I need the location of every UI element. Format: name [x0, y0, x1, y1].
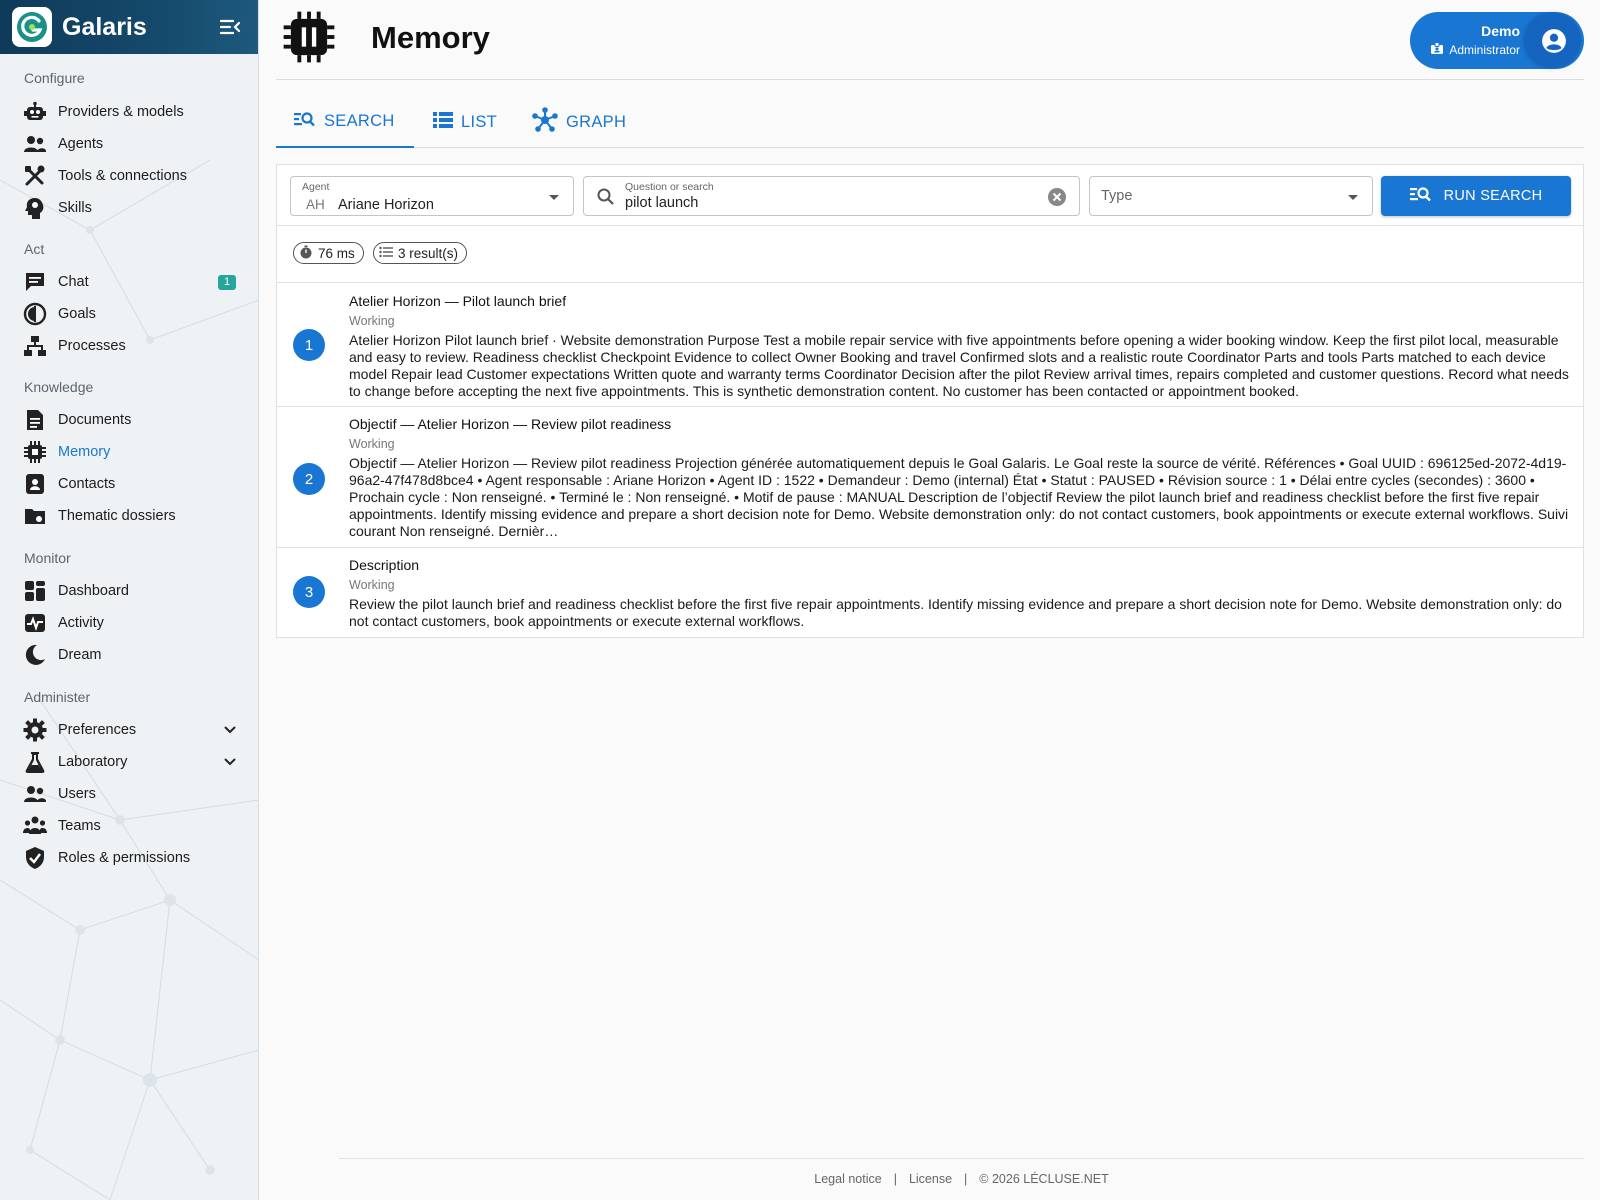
type-select-placeholder: Type: [1101, 188, 1133, 204]
user-menu-button[interactable]: [1410, 12, 1584, 69]
graph-icon: [532, 107, 558, 138]
people-icon: [22, 131, 48, 157]
sidebar-item-dashboard[interactable]: [22, 577, 242, 605]
view-tabs: [276, 96, 1584, 148]
result-title: Objectif — Atelier Horizon — Review pilot readiness: [349, 416, 672, 432]
badge-icon: [1430, 42, 1444, 58]
search-list-icon: [1410, 185, 1432, 207]
result-rank: 1: [293, 329, 325, 361]
result-text: Review the pilot launch brief and readiness checklist before the first five repair appointments. Identify missing evidence and prepare a short decision note for Demo. Website demonstration only: do not contact customers, book appointments or execute external workflows.: [349, 596, 1562, 629]
chip-icon: [22, 439, 48, 465]
folder-icon: [22, 503, 48, 529]
account-circle-icon: [1526, 13, 1581, 68]
section-monitor: Monitor: [24, 550, 71, 566]
sidebar-item-chat[interactable]: [22, 268, 242, 296]
sidebar-item-label: Contacts: [58, 476, 116, 492]
sidebar-item-label: Tools & connections: [58, 168, 187, 184]
chip-icon: [280, 8, 338, 66]
sitemap-icon: [22, 333, 48, 359]
teams-icon: [22, 813, 48, 839]
section-administer: Administer: [24, 689, 91, 705]
tab-label: LIST: [461, 112, 498, 131]
collapse-sidebar-icon[interactable]: [219, 17, 241, 37]
sidebar-item-label: Activity: [58, 615, 104, 631]
robot-icon: [22, 99, 48, 125]
sidebar-item-label: Teams: [58, 818, 101, 834]
agent-select-value: Ariane Horizon: [338, 197, 434, 213]
timer-icon: [299, 245, 313, 262]
pulse-icon: [22, 610, 48, 636]
agent-select[interactable]: [290, 176, 574, 216]
sidebar-item-thematic-dossiers[interactable]: [22, 502, 242, 530]
user-name: Demo: [1481, 23, 1520, 39]
sidebar-item-tools-connections[interactable]: [22, 162, 242, 190]
result-type: Working: [349, 578, 395, 592]
sidebar-item-goals[interactable]: [22, 300, 242, 328]
section-configure: Configure: [24, 70, 85, 86]
sidebar-item-label: Documents: [58, 412, 132, 428]
search-icon: [596, 187, 616, 212]
result-item[interactable]: [277, 548, 1583, 637]
flask-icon: [22, 749, 48, 775]
sidebar-item-agents[interactable]: [22, 130, 242, 158]
chevron-down-icon[interactable]: [222, 754, 238, 770]
tab-search[interactable]: [276, 96, 414, 148]
contact-book-icon: [22, 471, 48, 497]
sidebar-item-label: Users: [58, 786, 96, 802]
tab-graph[interactable]: [532, 96, 626, 148]
user-role-label: Administrator: [1449, 43, 1520, 57]
sidebar-item-users[interactable]: [22, 780, 242, 808]
tab-list[interactable]: [433, 96, 497, 148]
user-role: [1430, 42, 1520, 58]
users-icon: [22, 781, 48, 807]
moon-icon: [22, 642, 48, 668]
page-header: [276, 0, 1584, 80]
sidebar-item-label: Processes: [58, 338, 126, 354]
sidebar-item-roles-permissions[interactable]: [22, 844, 242, 872]
search-input-value: pilot launch: [625, 195, 699, 211]
sidebar-item-teams[interactable]: [22, 812, 242, 840]
sidebar-item-processes[interactable]: [22, 332, 242, 360]
brand-bar: [0, 0, 259, 54]
sidebar-item-label: Thematic dossiers: [58, 508, 176, 524]
sidebar-item-activity[interactable]: [22, 609, 242, 637]
tab-label: SEARCH: [324, 111, 395, 130]
sidebar-item-label: Chat: [58, 274, 89, 290]
sidebar-item-preferences[interactable]: [22, 716, 242, 744]
sidebar-item-label: Roles & permissions: [58, 850, 191, 866]
time-chip: [293, 242, 364, 264]
result-title: Description: [349, 557, 420, 573]
footer: [339, 1158, 1584, 1198]
legal-notice-link[interactable]: Legal notice: [814, 1171, 882, 1186]
document-icon: [22, 407, 48, 433]
gear-icon: [22, 717, 48, 743]
result-type: Working: [349, 437, 395, 451]
page-title: Memory: [371, 20, 490, 55]
license-link[interactable]: License: [908, 1171, 953, 1186]
copyright: © 2026 LÉCLUSE.NET: [979, 1171, 1109, 1186]
sidebar-item-label: Providers & models: [58, 104, 184, 120]
results-count: 3 result(s): [398, 245, 459, 261]
result-text: Objectif — Atelier Horizon — Review pilot readiness Projection générée automatiquement depuis le Goal Galaris. Le Goal reste la source de vérité. Références • Goal UUID : 696125ed-2072-4d19-96a2-47f478d8bce4 • Agent responsable : Ariane Horizon • Agent ID : 1522 • Demandeur : Demo (internal) État • Statut : PAUSED • Révision source : 1 • Délai entre cycles (secondes) : 3600 • Prochain cycle : Non renseigné. • Terminé le : Non renseigné. • Motif de pause : MANUAL Description de l’objectif Review the pilot launch brief and readiness checklist before the first five repair appointments. Identify missing evidence and prepare a short decision note for Demo. Website demonstration only: do not contact customers, book appointments or execute external workflows. Suivi courant Non renseigné. Dernièr…: [349, 455, 1569, 539]
section-knowledge: Knowledge: [24, 379, 94, 395]
chevron-down-icon[interactable]: [222, 722, 238, 738]
main-content: [259, 0, 1600, 1200]
result-rank: 2: [293, 463, 325, 495]
search-panel: [276, 164, 1584, 638]
sidebar-item-skills[interactable]: [22, 194, 242, 222]
tab-label: GRAPH: [566, 112, 627, 131]
footer-separator: |: [964, 1171, 968, 1186]
sidebar-item-label: Goals: [58, 306, 96, 322]
tools-icon: [22, 163, 48, 189]
shield-check-icon: [22, 845, 48, 871]
agent-select-label: Agent: [302, 181, 330, 193]
sidebar: [0, 0, 259, 1200]
dropdown-arrow-icon: [549, 195, 559, 200]
run-search-button[interactable]: [1381, 176, 1571, 216]
sidebar-item-label: Skills: [58, 200, 92, 216]
sidebar-item-label: Dashboard: [58, 583, 129, 599]
search-input[interactable]: [583, 176, 1080, 216]
sidebar-item-dream[interactable]: [22, 641, 242, 669]
result-title: Atelier Horizon — Pilot launch brief: [349, 293, 567, 309]
sidebar-item-label: Preferences: [58, 722, 137, 738]
sidebar-item-providers-models[interactable]: [22, 98, 242, 126]
result-type: Working: [349, 314, 395, 328]
result-item[interactable]: [277, 407, 1583, 548]
sidebar-item-label: Laboratory: [58, 754, 128, 770]
run-search-label: RUN SEARCH: [1443, 188, 1543, 204]
app-name: Galaris: [62, 12, 147, 41]
clear-icon[interactable]: [1047, 187, 1067, 212]
sidebar-item-contacts[interactable]: [22, 470, 242, 498]
chat-icon: [22, 269, 48, 295]
chat-count-badge: 1: [218, 275, 236, 290]
list-icon: [433, 111, 453, 134]
result-text: Atelier Horizon Pilot launch brief · Website demonstration Purpose Test a mobile repair service with five appointments before opening a wider booking window. Keep the first pilot local, measurable and easy to review. Readiness checklist Checkpoint Evidence to collect Owner Booking and travel Confirmed slots and a realistic route Coordinator Parts and tools Parts matched to each device model Repair lead Customer expectations Written quote and warranty terms Coordinator Decision after the pilot Review arrival times, repairs completed and customer questions. Record what needs to change before accepting the next five appointments. This is synthetic demonstration content. No customer has been contacted or appointment booked.: [349, 332, 1569, 399]
results-chip: [373, 242, 467, 264]
agent-avatar-initials: AH: [306, 197, 325, 212]
type-select[interactable]: [1089, 176, 1373, 216]
result-rank: 3: [293, 576, 325, 608]
galaris-logo[interactable]: [12, 7, 52, 47]
result-item[interactable]: [277, 284, 1583, 407]
sidebar-item-documents[interactable]: [22, 406, 242, 434]
search-input-label: Question or search: [625, 181, 714, 193]
time-value: 76 ms: [318, 245, 355, 261]
search-stats: [277, 225, 1583, 283]
sidebar-item-memory[interactable]: [22, 438, 242, 466]
section-act: Act: [24, 241, 45, 257]
sidebar-item-label: Agents: [58, 136, 104, 152]
dropdown-arrow-icon: [1348, 195, 1358, 200]
sidebar-item-laboratory[interactable]: [22, 748, 242, 776]
head-lightbulb-icon: [22, 195, 48, 221]
dashboard-icon: [22, 578, 48, 604]
footer-separator: |: [893, 1171, 897, 1186]
search-list-icon: [294, 110, 316, 133]
list-icon: [379, 246, 393, 261]
target-icon: [22, 301, 48, 327]
sidebar-item-label: Memory: [58, 444, 111, 460]
sidebar-item-label: Dream: [58, 647, 102, 663]
